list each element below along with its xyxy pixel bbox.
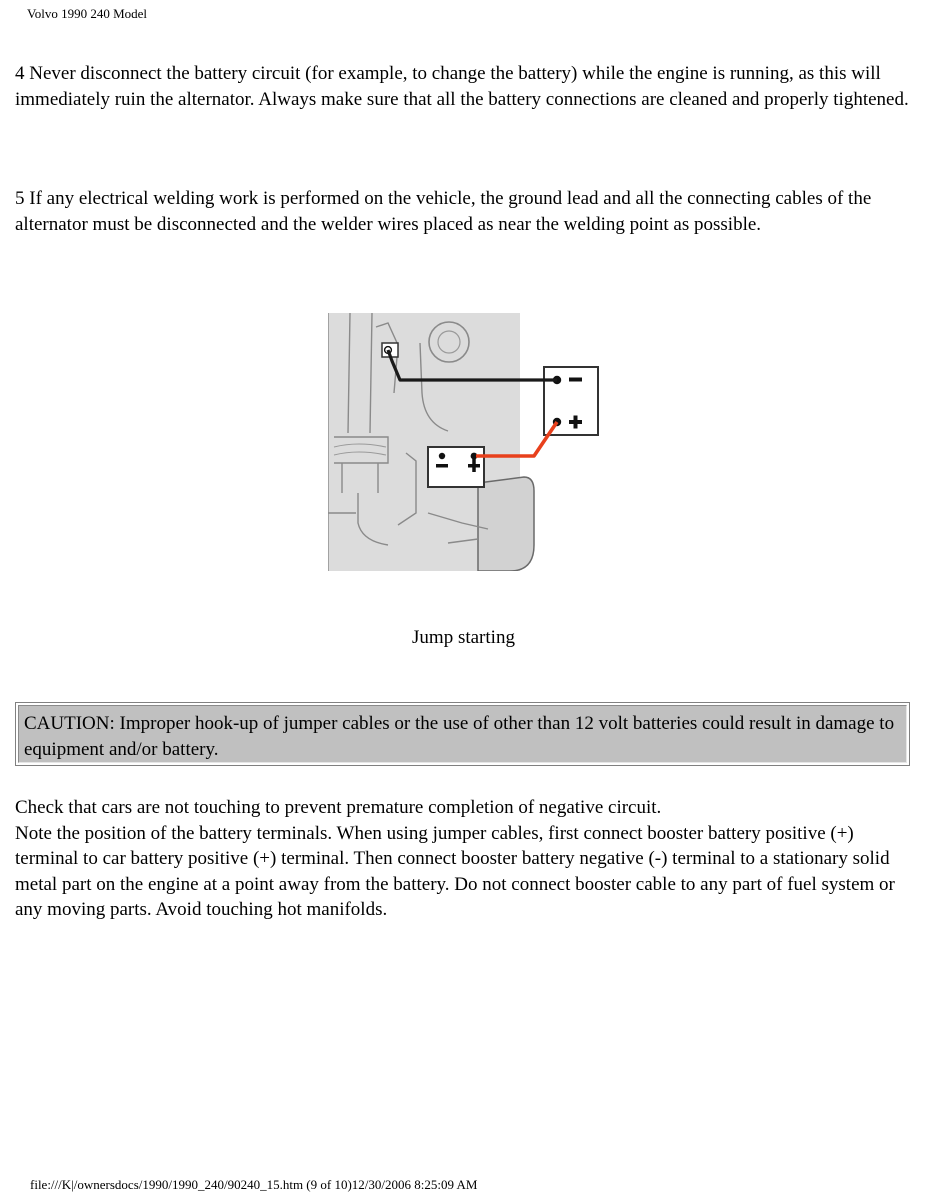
instruction-line-1: Check that cars are not touching to prevent premature completion of negative circuit. xyxy=(15,797,662,818)
engine-bay-bumper xyxy=(478,477,534,571)
paragraph-4: 4 Never disconnect the battery circuit (for example, to change the battery) while the engine is running, as this will immediately ruin the alternator. Always make sure that all the battery connections are cleaned and properly tightened. xyxy=(15,63,909,110)
jump-start-instructions xyxy=(15,795,910,923)
document-header: Volvo 1990 240 Model xyxy=(27,6,148,21)
instruction-line-2: Note the position of the battery terminals. When using jumper cables, first connect booster battery positive (+) terminal to car battery positive (+) terminal. Then connect booster battery negative (-) terminal to a stationary solid metal part on the engine at a point away from the battery. Do not connect booster cable to any part of fuel system or any moving parts. Avoid touching hot manifolds. xyxy=(15,822,895,920)
jump-starting-illustration xyxy=(328,313,600,571)
booster-battery xyxy=(544,367,598,435)
file-path-footer: file:///K|/ownersdocs/1990/1990_240/90240_15.htm (9 of 10)12/30/2006 8:25:09 AM xyxy=(30,1177,478,1192)
caution-text: CAUTION: Improper hook-up of jumper cables or the use of other than 12 volt batteries could result in damage to equipment and/or battery. xyxy=(18,705,907,763)
caution-box xyxy=(15,702,910,766)
paragraph-5: 5 If any electrical welding work is performed on the vehicle, the ground lead and all the connecting cables of the alternator must be disconnected and the welder wires placed as near the welding point as possible. xyxy=(15,188,872,235)
figure-caption: Jump starting xyxy=(412,627,515,648)
